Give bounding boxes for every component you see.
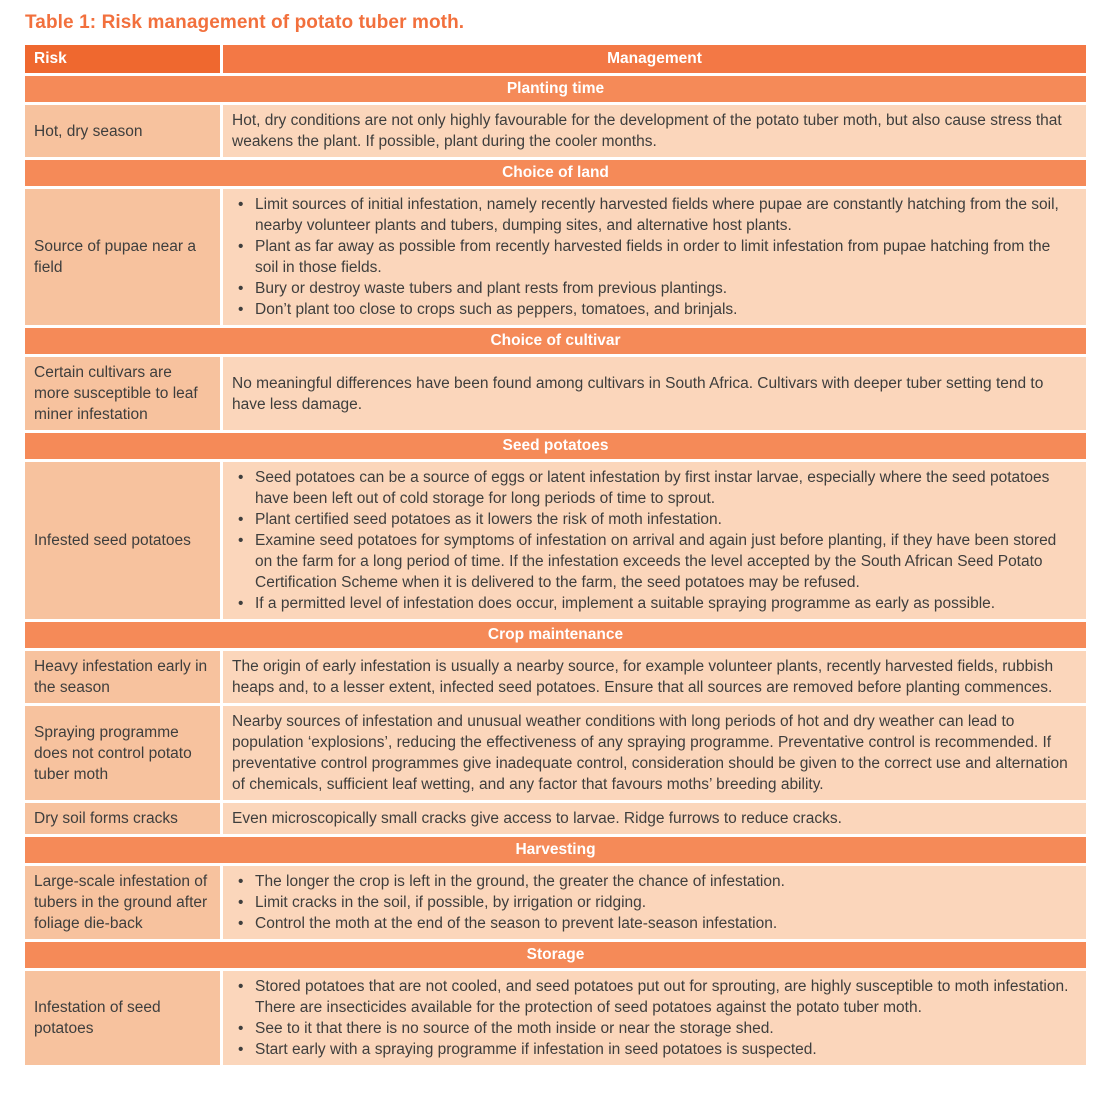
bullet-item: • Plant certified seed potatoes as it lowers the risk of moth infestation. (232, 509, 1072, 530)
risk-cell (25, 189, 220, 325)
risk-label: Dry soil forms cracks (34, 810, 178, 827)
bullet-item: • Examine seed potatoes for symptoms of infestation on arrival and again just before planting, if they have been stored on the farm for a long period of time. If the infestation exceeds the level accepted by the South African Seed Potato Certification Scheme when it is delivered to the farm, the seed potatoes may be refused. (232, 530, 1072, 593)
table-row (25, 189, 1086, 325)
risk-label: Infested seed potatoes (34, 532, 191, 549)
bullet-item: • Bury or destroy waste tubers and plant rests from previous plantings. (232, 278, 1072, 299)
table-body (25, 76, 1086, 1065)
table-row (25, 462, 1086, 619)
column-header-risk: Risk (25, 45, 220, 73)
table-row (25, 651, 1086, 703)
risk-label: Heavy infestation early in the season (34, 658, 208, 696)
risk-cell (25, 971, 220, 1065)
risk-label: Hot, dry season (34, 122, 143, 140)
risk-cell (25, 105, 220, 157)
management-cell (223, 105, 1086, 157)
table-row (25, 357, 1086, 430)
management-cell (223, 357, 1086, 430)
table-row (25, 706, 1086, 800)
management-cell (223, 462, 1086, 619)
bullet-item: • Limit sources of initial infestation, namely recently harvested fields where pupae are constantly hatching from the soil, nearby volunteer plants and tubers, dumping sites, and alternative host plants. (232, 194, 1072, 236)
bullet-item: • Don’t plant too close to crops such as peppers, tomatoes, and brinjals. (232, 299, 1072, 320)
management-cell (223, 803, 1086, 834)
bullet-item: • Control the moth at the end of the season to prevent late-season infestation. (232, 913, 1072, 934)
section-header: Planting time (25, 76, 1086, 102)
management-cell (223, 866, 1086, 939)
section-header: Storage (25, 942, 1086, 968)
management-cell (223, 971, 1086, 1065)
section-header: Harvesting (25, 837, 1086, 863)
table-title: Table 1: Risk management of potato tuber moth. (25, 12, 465, 33)
table-row (25, 105, 1086, 157)
table-row (25, 971, 1086, 1065)
column-header-management: Management (223, 45, 1086, 73)
management-cell (223, 651, 1086, 703)
table-row (25, 866, 1086, 939)
risk-label: Spraying programme does not control potato tuber moth (34, 723, 192, 783)
management-cell (223, 189, 1086, 325)
section-header: Seed potatoes (25, 433, 1086, 459)
risk-cell (25, 706, 220, 800)
risk-label: Certain cultivars are more susceptible to leaf miner infestation (34, 364, 198, 423)
table-header-row (25, 45, 1086, 73)
management-bullet-list (232, 194, 1072, 320)
risk-cell (25, 357, 220, 430)
bullet-item: • Limit cracks in the soil, if possible, by irrigation or ridging. (232, 892, 1072, 913)
management-cell (223, 706, 1086, 800)
management-bullet-list (232, 467, 1072, 614)
risk-cell (25, 651, 220, 703)
bullet-item: • Stored potatoes that are not cooled, and seed potatoes put out for sprouting, are highly susceptible to moth infestation. There are insecticides available for the protection of seed potatoes against the potato tuber moth. (232, 976, 1072, 1018)
bullet-item: • If a permitted level of infestation does occur, implement a suitable spraying programme as early as possible. (232, 593, 1072, 614)
section-header: Choice of cultivar (25, 328, 1086, 354)
bullet-item: • Seed potatoes can be a source of eggs or latent infestation by first instar larvae, especially where the seed potatoes have been left out of cold storage for long periods of time to sprout. (232, 467, 1072, 509)
bullet-item: • Start early with a spraying programme if infestation in seed potatoes is suspected. (232, 1039, 1072, 1060)
management-paragraph: Even microscopically small cracks give access to larvae. Ridge furrows to reduce cracks. (232, 810, 842, 827)
bullet-item: • See to it that there is no source of the moth inside or near the storage shed. (232, 1018, 1072, 1039)
table-row (25, 803, 1086, 834)
management-paragraph: The origin of early infestation is usually a nearby source, for example volunteer plants, recently harvested fields, rubbish heaps and, to a lesser extent, infected seed potatoes. Ensure that all sources are removed before planting commences. (232, 658, 1054, 696)
bullet-item: • The longer the crop is left in the ground, the greater the chance of infestation. (232, 871, 1072, 892)
management-paragraph: Hot, dry conditions are not only highly favourable for the development of the potato tuber moth, but also cause stress that weakens the plant. If possible, plant during the cooler months. (232, 112, 1062, 150)
risk-cell (25, 866, 220, 939)
bullet-item: • Plant as far away as possible from recently harvested fields in order to limit infestation from pupae hatching from the soil in those fields. (232, 236, 1072, 278)
section-header: Crop maintenance (25, 622, 1086, 648)
risk-cell (25, 462, 220, 619)
section-header: Choice of land (25, 160, 1086, 186)
risk-label: Large-scale infestation of tubers in the ground after foliage die-back (34, 873, 208, 932)
risk-label: Infestation of seed potatoes (34, 999, 161, 1037)
management-bullet-list (232, 976, 1072, 1060)
management-bullet-list (232, 871, 1072, 934)
risk-cell (25, 803, 220, 834)
management-paragraph: Nearby sources of infestation and unusual weather conditions with long periods of hot and dry weather can lead to population ‘explosions’, reducing the effectiveness of any spraying programme. Preventative control is recommended. If preventative control programmes give inadequate control, consideration should be given to the correct use and alternation of chemicals, sufficient leaf wetting, and any factor that favours moths’ breeding ability. (232, 713, 1068, 793)
management-paragraph: No meaningful differences have been found among cultivars in South Africa. Cultivars with deeper tuber setting tend to have less damage. (232, 374, 1044, 413)
risk-management-table (25, 45, 1086, 1065)
risk-label: Source of pupae near a field (34, 238, 197, 276)
